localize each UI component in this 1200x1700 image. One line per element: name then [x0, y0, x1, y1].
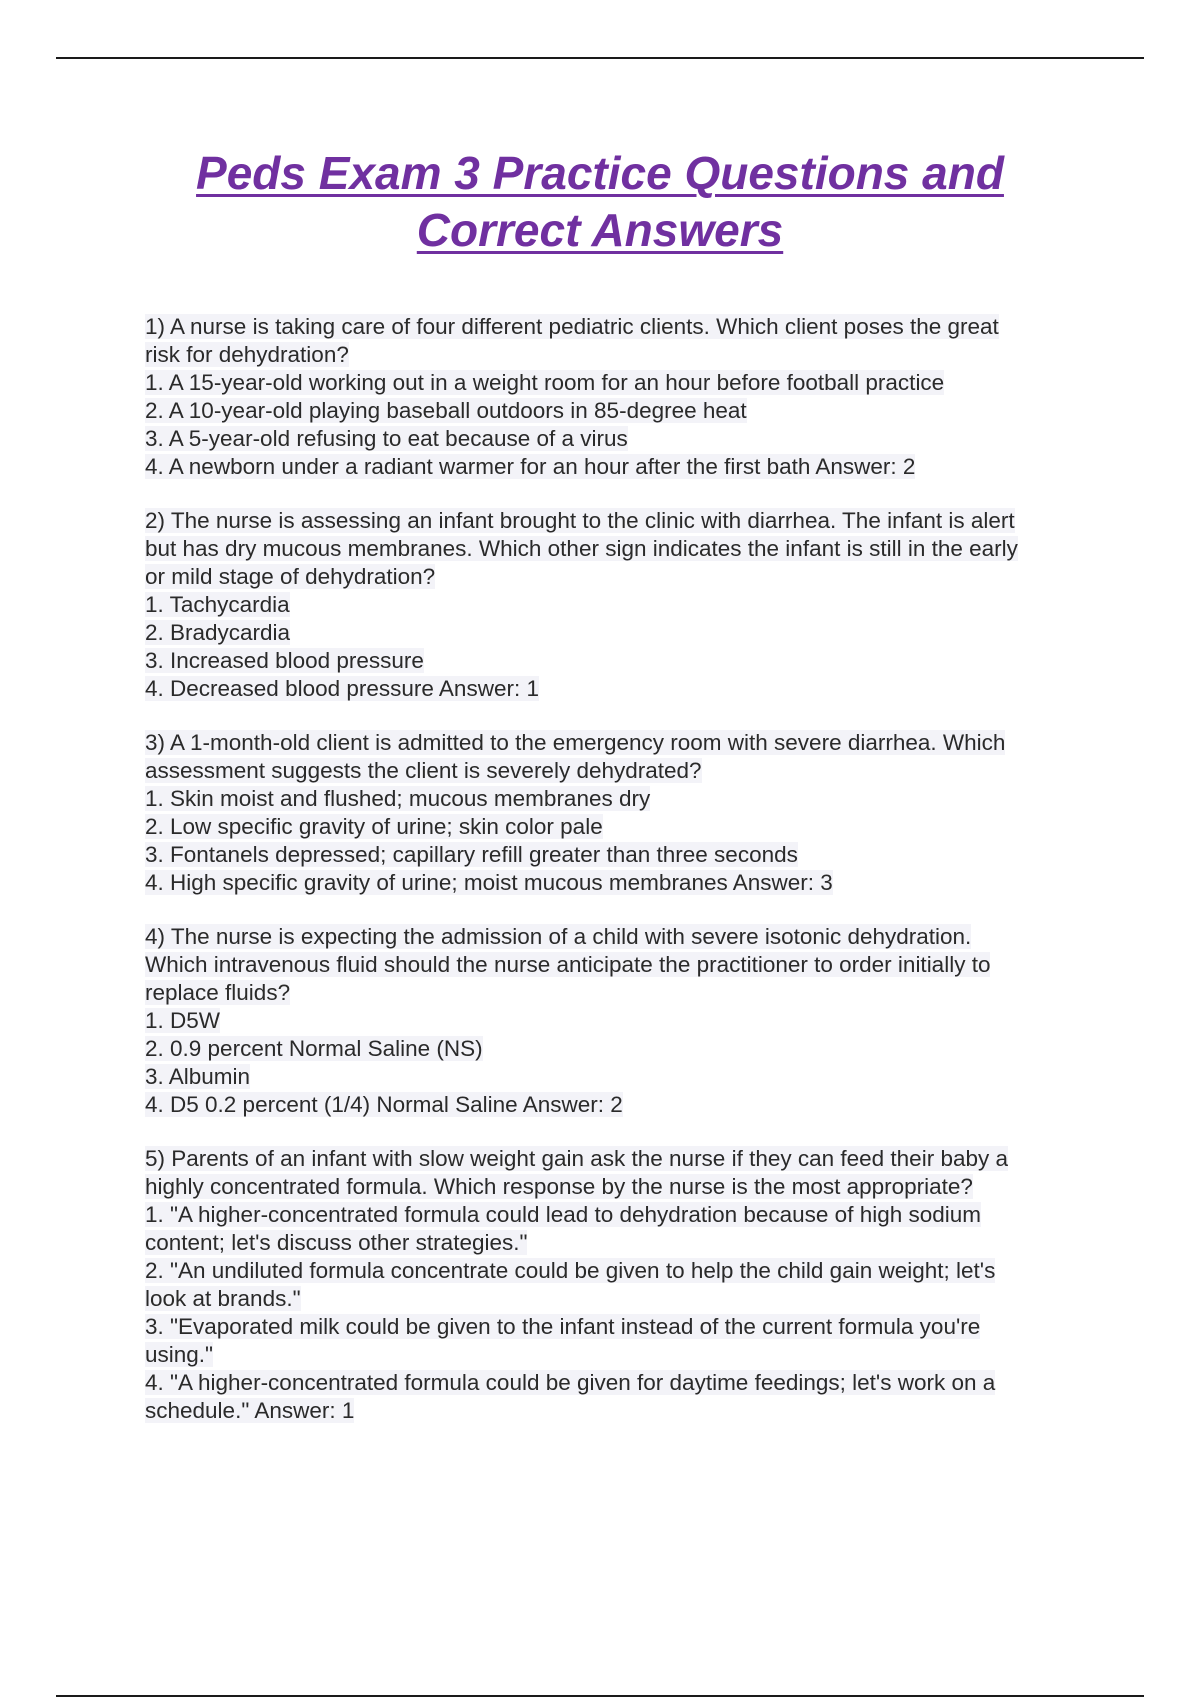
question-4-option: 4. D5 0.2 percent (1/4) Normal Saline Answer: 2	[145, 1092, 623, 1117]
document-title	[100, 145, 1100, 259]
question-4	[145, 923, 1090, 1119]
question-5-option: 1. "A higher-concentrated formula could lead to dehydration because of high sodium	[145, 1202, 982, 1227]
title-line-2: Correct Answers	[416, 204, 784, 256]
question-2	[145, 507, 1090, 703]
question-1-line: risk for dehydration?	[145, 342, 349, 367]
question-2-option: 1. Tachycardia	[145, 592, 290, 617]
question-5-option: 4. "A higher-concentrated formula could be given for daytime feedings; let's work on a	[145, 1370, 996, 1395]
questions-list	[145, 313, 1090, 1451]
question-3	[145, 729, 1090, 897]
question-2-line: 2) The nurse is assessing an infant brought to the clinic with diarrhea. The infant is alert	[145, 508, 1015, 533]
question-2-line: or mild stage of dehydration?	[145, 564, 436, 589]
question-3-line: 3) A 1-month-old client is admitted to the emergency room with severe diarrhea. Which	[145, 730, 1006, 755]
question-1-line: 1) A nurse is taking care of four different pediatric clients. Which client poses the great	[145, 314, 999, 339]
question-4-line: replace fluids?	[145, 980, 291, 1005]
question-3-line: assessment suggests the client is severely dehydrated?	[145, 758, 702, 783]
top-rule	[56, 57, 1144, 59]
question-1-option: 1. A 15-year-old working out in a weight room for an hour before football practice	[145, 370, 945, 395]
question-3-option: 2. Low specific gravity of urine; skin color pale	[145, 814, 603, 839]
bottom-rule	[56, 1695, 1144, 1697]
question-5-option: content; let's discuss other strategies."	[145, 1230, 528, 1255]
question-3-option: 3. Fontanels depressed; capillary refill greater than three seconds	[145, 842, 798, 867]
question-1-option: 3. A 5-year-old refusing to eat because of a virus	[145, 426, 628, 451]
question-4-option: 2. 0.9 percent Normal Saline (NS)	[145, 1036, 483, 1061]
question-2-option: 2. Bradycardia	[145, 620, 291, 645]
question-4-option: 1. D5W	[145, 1008, 221, 1033]
title-line-1: Peds Exam 3 Practice Questions and	[196, 147, 1004, 199]
question-2-option: 3. Increased blood pressure	[145, 648, 424, 673]
question-5-option: look at brands."	[145, 1286, 301, 1311]
question-5-option: 3. "Evaporated milk could be given to the infant instead of the current formula you're	[145, 1314, 981, 1339]
question-2-option: 4. Decreased blood pressure Answer: 1	[145, 676, 539, 701]
question-4-line: 4) The nurse is expecting the admission of a child with severe isotonic dehydration.	[145, 924, 972, 949]
question-1-option: 2. A 10-year-old playing baseball outdoors in 85-degree heat	[145, 398, 747, 423]
question-4-option: 3. Albumin	[145, 1064, 251, 1089]
question-3-option: 1. Skin moist and flushed; mucous membranes dry	[145, 786, 651, 811]
question-5-option: schedule." Answer: 1	[145, 1398, 355, 1423]
question-5-line: 5) Parents of an infant with slow weight gain ask the nurse if they can feed their baby a	[145, 1146, 1008, 1171]
question-5-option: 2. "An undiluted formula concentrate could be given to help the child gain weight; let's	[145, 1258, 996, 1283]
question-1-option: 4. A newborn under a radiant warmer for an hour after the first bath Answer: 2	[145, 454, 916, 479]
question-5	[145, 1145, 1090, 1425]
question-3-option: 4. High specific gravity of urine; moist mucous membranes Answer: 3	[145, 870, 833, 895]
question-5-option: using."	[145, 1342, 214, 1367]
question-2-line: but has dry mucous membranes. Which other sign indicates the infant is still in the early	[145, 536, 1018, 561]
question-4-line: Which intravenous fluid should the nurse anticipate the practitioner to order initially to	[145, 952, 991, 977]
question-1	[145, 313, 1090, 481]
question-5-line: highly concentrated formula. Which response by the nurse is the most appropriate?	[145, 1174, 973, 1199]
